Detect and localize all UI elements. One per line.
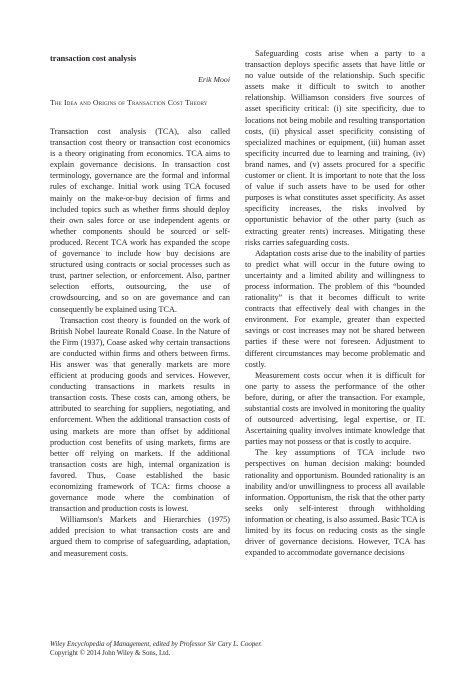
paragraph: Measurement costs occur when it is difficult for one party to assess the performance of the other before, during, or after the transaction. For example, substantial costs are involved in monitoring the quality of outsourced advertising, legal expertise, or IT. Ascertaining quality involves intimate knowledge that parties may not possess or that is costly to acquire.: [245, 370, 425, 447]
section-heading: The Idea and Origins of Transaction Cost Theory: [50, 98, 208, 107]
author-name: Erik Mooi: [198, 75, 230, 84]
paragraph: Williamson's Markets and Hierarchies (1975) added precision to what transaction costs are and argued them to comprise of safeguarding, adaptation, and measurement costs.: [50, 515, 230, 558]
paragraph: Safeguarding costs arise when a party to a transaction deploys specific assets that have little or no value outside of the relationship. Such specific assets make it difficult to switch to another relationship. Williamson considers five sources of asset specificity critical: (i) site specificity, due to locations not being mobile and resulting transportation costs, (ii) physical asset specificity consisting of specialized machines or equipment, (iii) human asset specificity incurred due to learning and training, (iv) brand names, and (v) assets procured for a specific customer or client. It is important to note that the loss of value if such assets have to be used for other purposes is what constitutes asset specificity. As asset specificity increases, the risks involved by opportunistic behavior of the other party (such as extracting greater rents) increases. Mitigating these risks carries safeguarding costs.: [245, 49, 425, 247]
paragraph: The key assumptions of TCA include two perspectives on human decision making: bounded rationality and opportunism. Bounded rationality is an inability and/or unwillingness to process all available information. Opportunism, the risk that the other party seeks only self-interest through withholding information or cheating, is also assumed. Basic TCA is limited by its focus on reducing costs as the single driver of governance decisions. However, TCA has expanded to accommodate governance decisions: [245, 448, 425, 558]
paragraph: Transaction cost analysis (TCA), also called transaction cost theory or transaction cost economics is a theory originating from economics. TCA aims to explain governance decisions. In transaction cost terminology, governance are the formal and informal rules of exchange. Initial work using TCA focused mainly on the make-or-buy decision of firms and included topics such as whether firms should deploy their own sales force or use independent agents or whether components should be sourced or self-produced. Recent TCA work has expanded the scope of governance to include how buy decisions are structured using contracts or social processes such as trust, partner selection, or enforcement. Also, partner selection efforts, outsourcing, the use of crowdsourcing, and so on are governance and can consequently be explained using TCA.: [50, 127, 230, 314]
footer-citation: Wiley Encyclopedia of Management, edited by Professor Sir Cary L. Cooper.: [50, 641, 262, 648]
footer-copyright: Copyright © 2014 John Wiley & Sons, Ltd.: [50, 650, 171, 657]
page-footer: [50, 640, 430, 658]
right-column-body: [245, 48, 425, 558]
left-column-body: [50, 126, 230, 559]
paragraph: Adaptation costs arise due to the inability of parties to predict what will occur in the future owing to uncertainty and a limited ability and willingness to process information. The problem of this “bounded rationality” is that it becomes difficult to write contracts that effectively deal with changes in the environment. For example, greater than expected savings or cost increases may not be shared between parties if these were not foreseen. Adjustment to different circumstances may become problematic and costly.: [245, 248, 425, 369]
entry-title: transaction cost analysis: [50, 54, 137, 63]
paragraph: Transaction cost theory is founded on the work of British Nobel laureate Ronald Coase. In the Nature of the Firm (1937), Coase asked why certain transactions are conducted within firms and others between firms. His answer was that generally markets are more efficient at producing goods and services. However, conducting transactions in markets results in transaction costs. These costs can, among others, be attributed to searching for suppliers, negotiating, and enforcement. When the additional transaction costs of using markets are more than offset by additional production cost benefits of using markets, firms are better off relying on markets. If the additional transaction costs are high, internal organization is favored. Thus, Coase established the basic economizing framework of TCA: firms choose a governance mode where the combination of transaction and production costs is lowest.: [50, 315, 230, 514]
